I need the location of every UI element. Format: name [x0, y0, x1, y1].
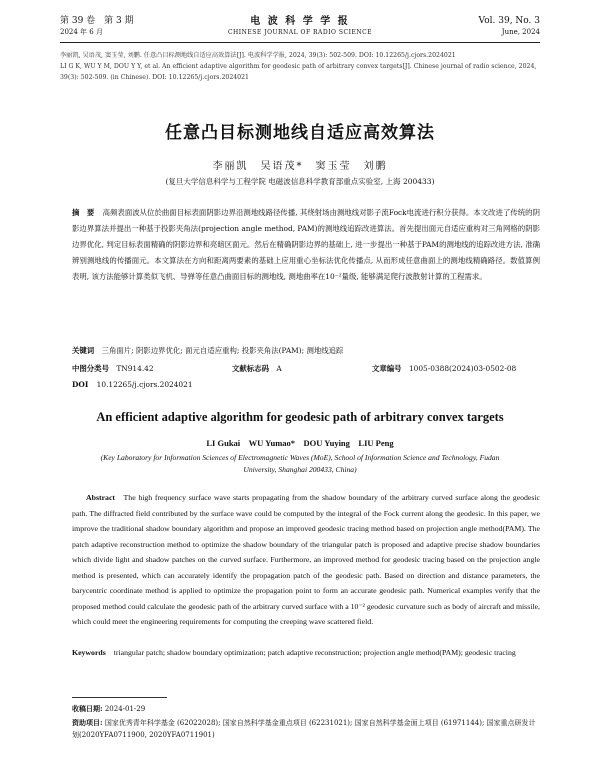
keywords-en	[72, 646, 540, 660]
article-number-value: 1005-0388(2024)03-0502-08	[408, 364, 517, 373]
issue-date-en: June, 2024	[501, 28, 540, 36]
doc-code-value: A	[276, 364, 282, 373]
doc-code-label: 文献标志码	[232, 364, 269, 373]
keywords-cn	[72, 345, 540, 357]
received-date	[72, 703, 540, 715]
citation-cn: 李丽凯, 吴语茂, 窦玉莹, 刘鹏. 任意凸目标测地线自适应高效算法[J]. 电波科学学报, 2024, 39(3): 502-509. DOI: 10.12265/j.cjors.2024021	[60, 52, 456, 59]
funding-value: 国家优秀青年科学基金 (62022028); 国家自然科学基金重点项目 (62231021); 国家自然科学基金面上项目 (61971144); 国家重点研发计划(2020YFA0711900, 2020YFA0711901)	[72, 719, 536, 739]
authors-cn: 李丽凯 吴语茂* 窦玉莹 刘鹏	[212, 161, 388, 172]
citation-block	[60, 50, 540, 83]
abstract-en-label: Abstract	[86, 493, 116, 502]
abstract-en-text: The high frequency surface wave starts propagating from the shadow boundary of the arbitrary curved surface along the geodesic path. The diffracted field contributed by the surface wave could be computed by the integral of the Fock current along the geodesic. In this paper, we improve the traditional shadow boundary algorithm and propose an improved geodesic tracing method based on projection angle method(PAM). The patch adaptive reconstruction method to optimize the shadow boundary of the triangular patch is proposed and adaptive precise shadow boundaries which divide light and shadow patches on the curved surface. Furthermore, an improved method for geodesic tracing based on the projection angle method is presented, which can accurately identify the propagation patch of the geodesic path. Based on direction and distance parameters, the barycentric coordinate method is applied to optimize the propagation point to form an accurate geodesic path. Numerical examples verify that the proposed method could calculate the geodesic path of the arbitrary curved surface with a 10⁻² geodesic curvature such as body of aircraft and missile, which could meet the engineering requirements for computing the creeping wave scattered field.	[72, 493, 540, 626]
doi-row	[72, 380, 193, 389]
volume-issue-en: Vol. 39, No. 3	[478, 16, 540, 26]
keywords-cn-label: 关键词	[72, 346, 95, 355]
abstract-en	[72, 490, 540, 630]
funding-info	[72, 717, 540, 741]
abstract-cn	[72, 205, 540, 285]
clc-value: TN914.42	[116, 364, 154, 373]
citation-en: LI G K, WU Y M, DOU Y Y, et al. An efficient adaptive algorithm for geodesic path of arbitrary convex targets[J]. Chinese journal of radio science, 2024, 39(3): 502-509. (in Chinese). DOI: 10.12265/j.cjors.2024021	[60, 63, 537, 81]
journal-name	[60, 16, 540, 38]
authors-en: LI Gukai WU Yumao* DOU Yuying LIU Peng	[206, 438, 394, 448]
received-label: 收稿日期:	[72, 704, 103, 713]
classification-row	[72, 363, 540, 377]
abstract-cn-label: 摘 要	[72, 208, 95, 217]
received-value: 2024-01-29	[104, 705, 146, 713]
volume-issue: 第 39 卷 第 3 期	[60, 16, 134, 26]
keywords-en-text: triangular patch; shadow boundary optimization; patch adaptive reconstruction; projection angle method(PAM); geodesic tracing	[113, 648, 516, 657]
paper-title-cn: 任意凸目标测地线自适应高效算法	[165, 123, 435, 143]
funding-label: 资助项目:	[72, 718, 103, 727]
doi-value[interactable]: 10.12265/j.cjors.2024021	[96, 380, 193, 389]
journal-header	[60, 14, 540, 43]
issue-date-cn: 2024 年 6 月	[60, 28, 103, 36]
abstract-cn-text: 高频表面波从位於曲面目标表面阴影边界沿测地线路径传播, 其绕射场由测地线对影子流Fock电流进行积分获得。本文改进了传统的阴影边界算法并提出一种基于投影夹角法(projection angle method, PAM)的测地线追踪改进算法。首先提出面元自适应重构对三角网格的阴影边界优化, 判定目标表面精确的阴影边界和亮暗区面元。然后在精确阴影边界的基础上, 进一步提出一种基于PAM的测地线的追踪改进方法, 准确辨别测地线的传播面元。本文算法在方向和距离两要素的基础上应用重心坐标法优化传播点, 从而形成任意曲面上的测地线精确路径。数值算例表明, 该方法能够计算类似飞机、导弹等任意凸曲面目标的测地线, 测地曲率在10⁻²量级, 能够满足爬行波散射计算的工程需求。	[72, 208, 540, 281]
journal-name-cn: 电 波 科 学 学 报	[250, 16, 350, 27]
paper-title-en: An efficient adaptive algorithm for geodesic path of arbitrary convex targets	[96, 410, 504, 424]
volume-info-en	[479, 16, 540, 38]
clc-label: 中图分类号	[72, 364, 109, 373]
doi-label: DOI	[72, 380, 89, 389]
journal-name-en: CHINESE JOURNAL OF RADIO SCIENCE	[227, 29, 373, 36]
affiliation-en: (Key Laboratory for Information Sciences of Electromagnetic Waves (MoE), School of Information Science and Technology, Fudan University, Shanghai 200433, China)	[100, 453, 500, 474]
affiliation-cn: (复旦大学信息科学与工程学院 电磁波信息科学教育部重点实验室, 上海 200433)	[165, 177, 435, 186]
keywords-en-label: Keywords	[72, 648, 106, 657]
footnote-divider	[72, 697, 167, 698]
article-number-label: 文章编号	[372, 364, 402, 373]
keywords-cn-text: 三角面片; 阴影边界优化; 面元自适应重构; 投影夹角法(PAM); 测地线追踪	[101, 346, 344, 355]
